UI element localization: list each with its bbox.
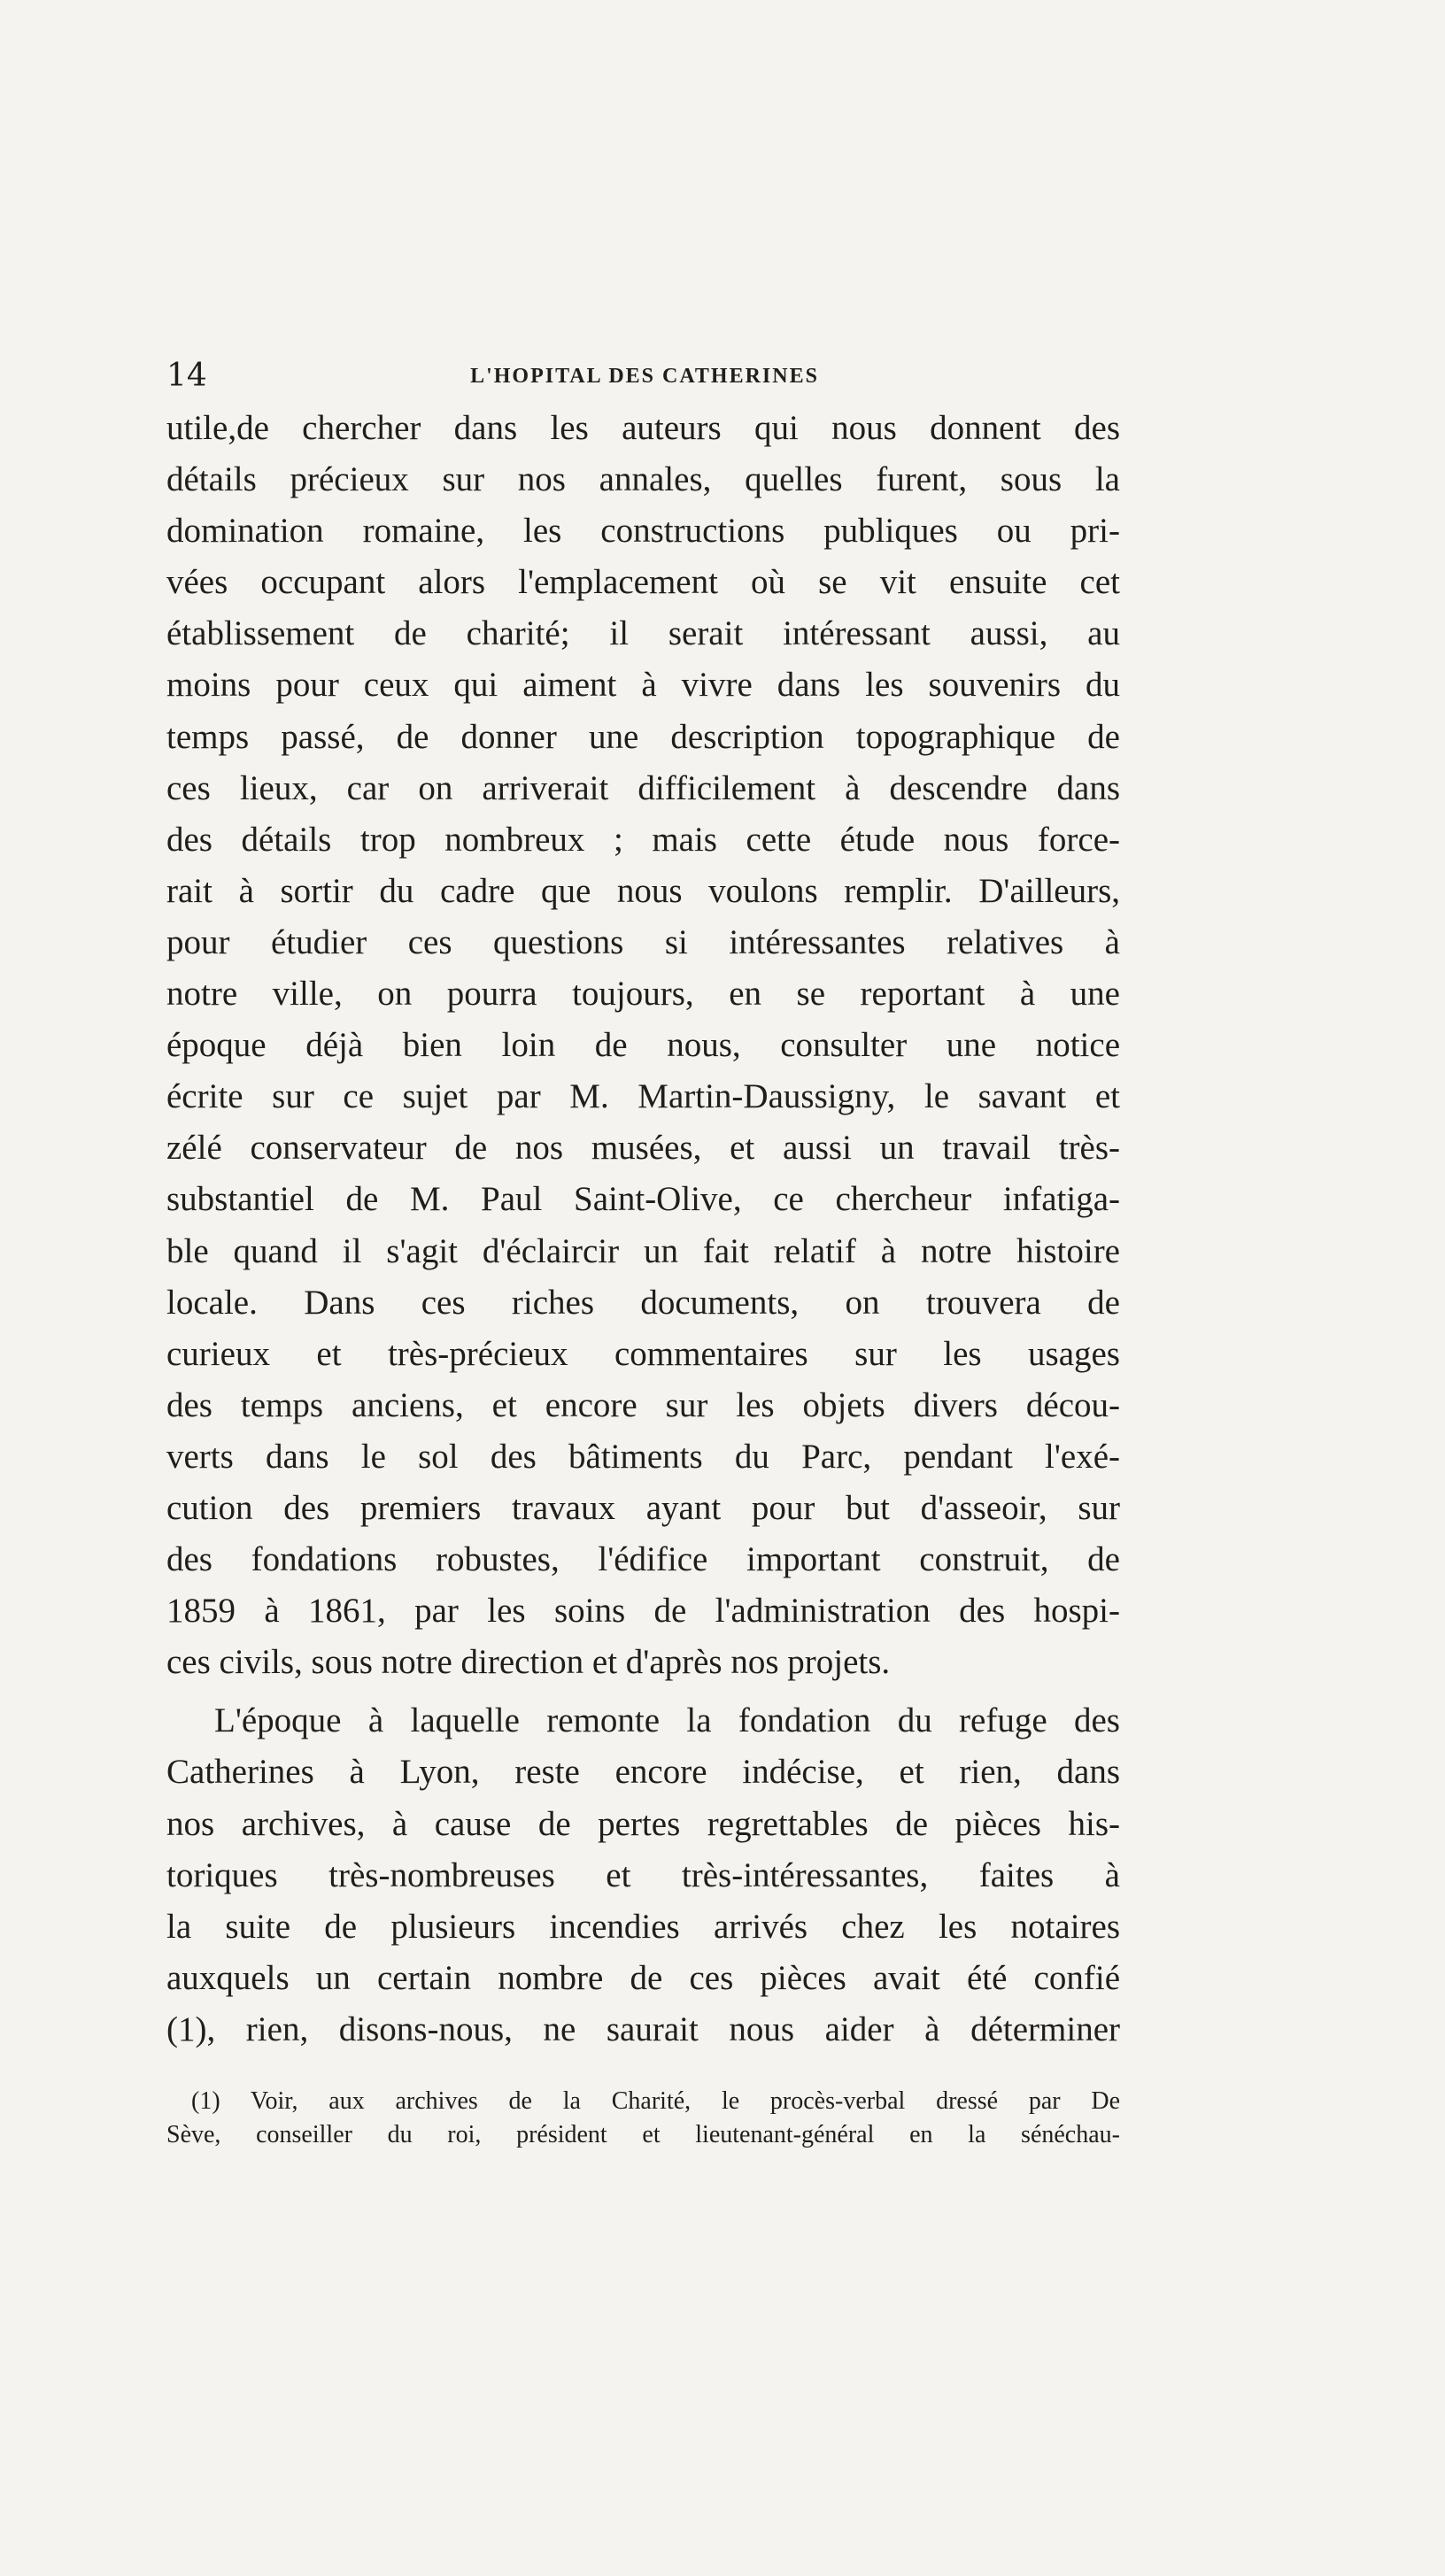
paragraph-gap [166,1688,1120,1695]
text-line: la suite de plusieurs incendies arrivés chez les notaires [166,1907,1120,1946]
text-line: époque déjà bien loin de nous, consulter une notice [166,1026,1120,1065]
text-line: ces lieux, car on arriverait difficilement à descendre dans [166,768,1120,807]
text-line: établissement de charité; il serait intéressant aussi, au [166,614,1120,653]
text-line: locale. Dans ces riches documents, on trouvera de [166,1283,1120,1322]
text-line: curieux et très-précieux commentaires sur les usages [166,1334,1120,1373]
running-head [166,350,1123,403]
text-line: domination romaine, les constructions publiques ou pri- [166,512,1120,551]
text-line: notre ville, on pourra toujours, en se reportant à une [166,975,1120,1014]
text-line: écrite sur ce sujet par M. Martin-Daussigny, le savant et [166,1077,1120,1116]
text-line: L'époque à laquelle remonte la fondation du refuge des [214,1701,1120,1740]
running-title: L'HOPITAL DES CATHERINES [470,365,819,388]
text-line: ces civils, sous notre direction et d'après nos projets. [166,1643,891,1682]
footnote-line: (1) Voir, aux archives de la Charité, le procès-verbal dressé par De [191,2087,1120,2115]
text-line: substantiel de M. Paul Saint-Olive, ce chercheur infatiga- [166,1180,1120,1219]
text-line: vées occupant alors l'emplacement où se vit ensuite cet [166,563,1120,602]
text-line: rait à sortir du cadre que nous voulons remplir. D'ailleurs, [166,871,1120,910]
text-line: moins pour ceux qui aiment à vivre dans les souvenirs du [166,666,1120,705]
text-line: 1859 à 1861, par les soins de l'administration des hospi- [166,1592,1120,1631]
footnote-line: Sève, conseiller du roi, président et lieutenant-général en la sénéchau- [166,2121,1120,2148]
text-line: des détails trop nombreux ; mais cette étude nous force- [166,820,1120,859]
text-line: auxquels un certain nombre de ces pièces avait été confié [166,1958,1120,1997]
body-text [166,403,1120,2055]
text-line: verts dans le sol des bâtiments du Parc, pendant l'exé- [166,1437,1120,1476]
text-line: (1), rien, disons-nous, ne saurait nous aider à déterminer [166,2009,1120,2048]
text-line: pour étudier ces questions si intéressantes relatives à [166,922,1120,961]
footnote [166,2085,1120,2152]
text-line: des temps anciens, et encore sur les objets divers décou- [166,1385,1120,1424]
page-number: 14 [166,358,207,394]
text-line: toriques très-nombreuses et très-intéressantes, faites à [166,1855,1120,1894]
text-line: zélé conservateur de nos musées, et aussi un travail très- [166,1129,1120,1168]
text-line: nos archives, à cause de pertes regrettables de pièces his- [166,1804,1120,1843]
text-line: détails précieux sur nos annales, quelles furent, sous la [166,460,1120,499]
text-line: cution des premiers travaux ayant pour but d'asseoir, sur [166,1488,1120,1527]
text-line: ble quand il s'agit d'éclaircir un fait relatif à notre histoire [166,1231,1120,1270]
text-line: des fondations robustes, l'édifice important construit, de [166,1540,1120,1579]
text-line: Catherines à Lyon, reste encore indécise, et rien, dans [166,1753,1120,1792]
text-line: utile,de chercher dans les auteurs qui nous donnent des [166,409,1120,447]
text-line: temps passé, de donner une description topographique de [166,717,1120,756]
